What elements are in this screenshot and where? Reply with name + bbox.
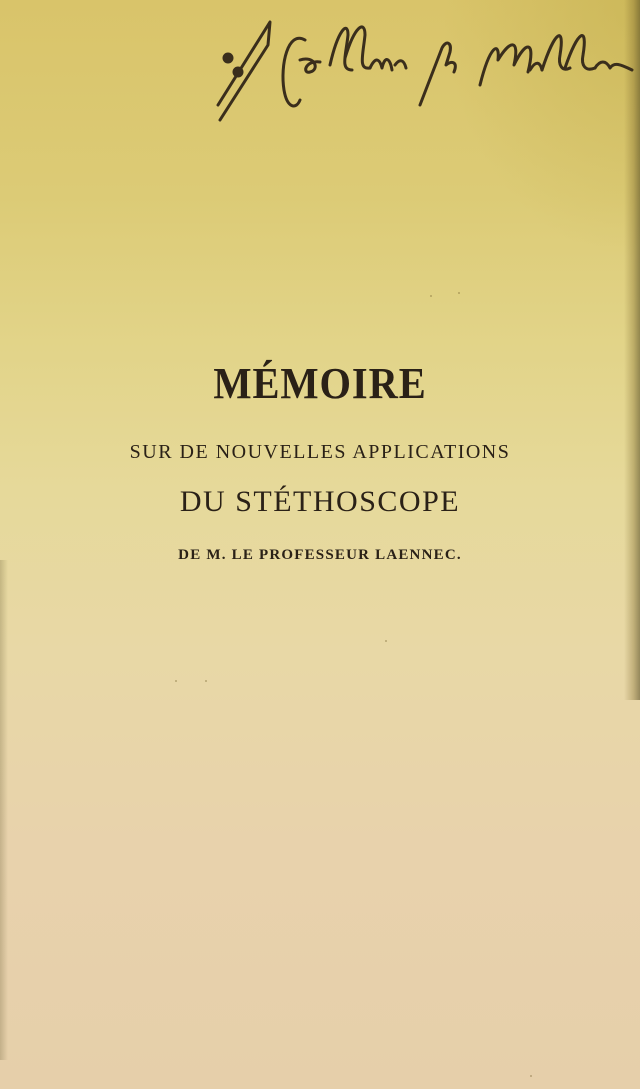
- paper-speck: [175, 680, 177, 682]
- subtitle-stethoscope: DU STÉTHOSCOPE: [179, 485, 461, 518]
- title-page: [0, 358, 640, 564]
- paper-speck: [385, 640, 387, 642]
- paper-speck: [205, 680, 207, 682]
- page-shadow: [0, 560, 8, 1060]
- handwritten-signature: [180, 10, 635, 125]
- author-line: DE M. LE PROFESSEUR LAENNEC.: [178, 547, 462, 563]
- paper-speck: [530, 1075, 532, 1077]
- paper-speck: [430, 295, 432, 297]
- paper-speck: [458, 292, 460, 294]
- page-title: MÉMOIRE: [213, 359, 427, 408]
- subtitle: SUR DE NOUVELLES APPLICATIONS: [129, 441, 511, 463]
